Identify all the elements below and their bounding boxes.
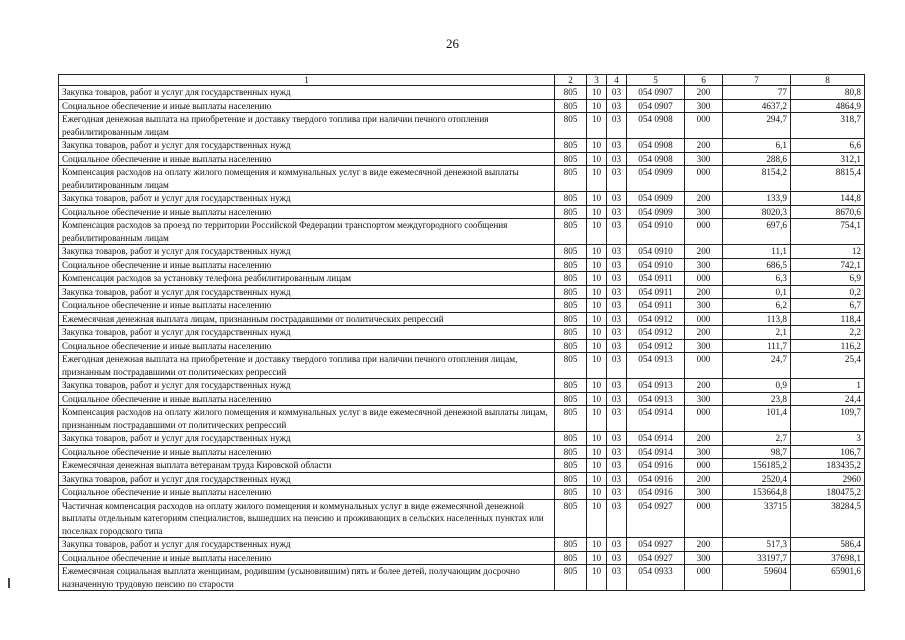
target-article-cell: 054 0907 bbox=[627, 99, 685, 113]
subsection-code-cell: 03 bbox=[607, 472, 627, 486]
target-article-cell: 054 0911 bbox=[627, 285, 685, 299]
amount-year-1-cell: 8020,3 bbox=[723, 205, 791, 219]
subsection-code-cell: 03 bbox=[607, 445, 627, 459]
subsection-code-cell: 03 bbox=[607, 245, 627, 259]
amount-year-1-cell: 294,7 bbox=[723, 113, 791, 139]
ministry-code-cell: 805 bbox=[555, 258, 587, 272]
subsection-code-cell: 03 bbox=[607, 432, 627, 446]
row-name-cell: Закупка товаров, работ и услуг для государственных нужд bbox=[59, 245, 555, 259]
amount-year-2-cell: 6,6 bbox=[791, 139, 865, 153]
header-cell: 3 bbox=[587, 75, 607, 86]
amount-year-1-cell: 686,5 bbox=[723, 258, 791, 272]
target-article-cell: 054 0927 bbox=[627, 499, 685, 538]
amount-year-1-cell: 156185,2 bbox=[723, 459, 791, 473]
ministry-code-cell: 805 bbox=[555, 392, 587, 406]
ministry-code-cell: 805 bbox=[555, 299, 587, 313]
row-name-cell: Компенсация расходов за установку телефона реабилитированным лицам bbox=[59, 272, 555, 286]
amount-year-1-cell: 59604 bbox=[723, 565, 791, 591]
target-article-cell: 054 0910 bbox=[627, 219, 685, 245]
header-cell: 8 bbox=[791, 75, 865, 86]
target-article-cell: 054 0910 bbox=[627, 258, 685, 272]
expense-type-cell: 300 bbox=[685, 205, 723, 219]
expense-type-cell: 300 bbox=[685, 445, 723, 459]
section-code-cell: 10 bbox=[587, 353, 607, 379]
subsection-code-cell: 03 bbox=[607, 326, 627, 340]
amount-year-2-cell: 109,7 bbox=[791, 406, 865, 432]
row-name-cell: Социальное обеспечение и иные выплаты населению bbox=[59, 299, 555, 313]
table-row bbox=[59, 139, 865, 153]
table-row bbox=[59, 339, 865, 353]
row-name-cell: Компенсация расходов на оплату жилого помещения и коммунальных услуг в виде ежемесячной денежной выплаты лицам, признанным пострадавшими от политических репрессий bbox=[59, 406, 555, 432]
expense-type-cell: 200 bbox=[685, 472, 723, 486]
section-code-cell: 10 bbox=[587, 258, 607, 272]
table-row bbox=[59, 432, 865, 446]
amount-year-2-cell: 312,1 bbox=[791, 152, 865, 166]
subsection-code-cell: 03 bbox=[607, 152, 627, 166]
amount-year-1-cell: 6,1 bbox=[723, 139, 791, 153]
section-code-cell: 10 bbox=[587, 472, 607, 486]
row-name-cell: Закупка товаров, работ и услуг для государственных нужд bbox=[59, 379, 555, 393]
amount-year-2-cell: 116,2 bbox=[791, 339, 865, 353]
ministry-code-cell: 805 bbox=[555, 152, 587, 166]
section-code-cell: 10 bbox=[587, 392, 607, 406]
expense-type-cell: 300 bbox=[685, 339, 723, 353]
header-cell: 7 bbox=[723, 75, 791, 86]
target-article-cell: 054 0913 bbox=[627, 392, 685, 406]
scan-mark bbox=[8, 578, 10, 588]
section-code-cell: 10 bbox=[587, 339, 607, 353]
section-code-cell: 10 bbox=[587, 245, 607, 259]
subsection-code-cell: 03 bbox=[607, 139, 627, 153]
row-name-cell: Закупка товаров, работ и услуг для государственных нужд bbox=[59, 326, 555, 340]
amount-year-2-cell: 65901,6 bbox=[791, 565, 865, 591]
expense-type-cell: 300 bbox=[685, 152, 723, 166]
subsection-code-cell: 03 bbox=[607, 86, 627, 100]
subsection-code-cell: 03 bbox=[607, 285, 627, 299]
row-name-cell: Социальное обеспечение и иные выплаты населению bbox=[59, 445, 555, 459]
amount-year-1-cell: 6,3 bbox=[723, 272, 791, 286]
section-code-cell: 10 bbox=[587, 86, 607, 100]
table-row bbox=[59, 486, 865, 500]
table-row bbox=[59, 379, 865, 393]
row-name-cell: Социальное обеспечение и иные выплаты населению bbox=[59, 99, 555, 113]
header-cell: 2 bbox=[555, 75, 587, 86]
target-article-cell: 054 0907 bbox=[627, 86, 685, 100]
expense-type-cell: 300 bbox=[685, 486, 723, 500]
amount-year-1-cell: 33715 bbox=[723, 499, 791, 538]
ministry-code-cell: 805 bbox=[555, 459, 587, 473]
ministry-code-cell: 805 bbox=[555, 312, 587, 326]
amount-year-2-cell: 144,8 bbox=[791, 192, 865, 206]
ministry-code-cell: 805 bbox=[555, 272, 587, 286]
amount-year-2-cell: 2,2 bbox=[791, 326, 865, 340]
table-row bbox=[59, 272, 865, 286]
section-code-cell: 10 bbox=[587, 432, 607, 446]
amount-year-2-cell: 118,4 bbox=[791, 312, 865, 326]
amount-year-1-cell: 113,8 bbox=[723, 312, 791, 326]
target-article-cell: 054 0908 bbox=[627, 152, 685, 166]
expense-type-cell: 000 bbox=[685, 565, 723, 591]
subsection-code-cell: 03 bbox=[607, 459, 627, 473]
ministry-code-cell: 805 bbox=[555, 353, 587, 379]
table-row bbox=[59, 459, 865, 473]
table-row bbox=[59, 166, 865, 192]
expense-type-cell: 300 bbox=[685, 299, 723, 313]
section-code-cell: 10 bbox=[587, 299, 607, 313]
row-name-cell: Закупка товаров, работ и услуг для государственных нужд bbox=[59, 432, 555, 446]
amount-year-2-cell: 183435,2 bbox=[791, 459, 865, 473]
table-row bbox=[59, 551, 865, 565]
table-row bbox=[59, 445, 865, 459]
ministry-code-cell: 805 bbox=[555, 432, 587, 446]
table-row bbox=[59, 285, 865, 299]
table-row bbox=[59, 312, 865, 326]
expense-type-cell: 000 bbox=[685, 312, 723, 326]
subsection-code-cell: 03 bbox=[607, 339, 627, 353]
table-row bbox=[59, 353, 865, 379]
row-name-cell: Социальное обеспечение и иные выплаты населению bbox=[59, 551, 555, 565]
ministry-code-cell: 805 bbox=[555, 406, 587, 432]
amount-year-1-cell: 101,4 bbox=[723, 406, 791, 432]
target-article-cell: 054 0913 bbox=[627, 353, 685, 379]
amount-year-1-cell: 288,6 bbox=[723, 152, 791, 166]
subsection-code-cell: 03 bbox=[607, 205, 627, 219]
target-article-cell: 054 0912 bbox=[627, 312, 685, 326]
table-row bbox=[59, 86, 865, 100]
table-body bbox=[59, 86, 865, 591]
ministry-code-cell: 805 bbox=[555, 445, 587, 459]
amount-year-2-cell: 1 bbox=[791, 379, 865, 393]
section-code-cell: 10 bbox=[587, 272, 607, 286]
header-cell: 4 bbox=[607, 75, 627, 86]
subsection-code-cell: 03 bbox=[607, 192, 627, 206]
section-code-cell: 10 bbox=[587, 113, 607, 139]
expense-type-cell: 200 bbox=[685, 245, 723, 259]
amount-year-1-cell: 23,8 bbox=[723, 392, 791, 406]
section-code-cell: 10 bbox=[587, 192, 607, 206]
amount-year-1-cell: 133,9 bbox=[723, 192, 791, 206]
expense-type-cell: 000 bbox=[685, 353, 723, 379]
row-name-cell: Социальное обеспечение и иные выплаты населению bbox=[59, 486, 555, 500]
expense-type-cell: 000 bbox=[685, 113, 723, 139]
section-code-cell: 10 bbox=[587, 565, 607, 591]
target-article-cell: 054 0911 bbox=[627, 272, 685, 286]
subsection-code-cell: 03 bbox=[607, 565, 627, 591]
row-name-cell: Социальное обеспечение и иные выплаты населению bbox=[59, 152, 555, 166]
table-row bbox=[59, 406, 865, 432]
amount-year-2-cell: 586,4 bbox=[791, 538, 865, 552]
amount-year-1-cell: 517,3 bbox=[723, 538, 791, 552]
amount-year-1-cell: 33197,7 bbox=[723, 551, 791, 565]
target-article-cell: 054 0914 bbox=[627, 432, 685, 446]
table-row bbox=[59, 192, 865, 206]
amount-year-1-cell: 2520,4 bbox=[723, 472, 791, 486]
amount-year-2-cell: 0,2 bbox=[791, 285, 865, 299]
section-code-cell: 10 bbox=[587, 99, 607, 113]
table-row bbox=[59, 565, 865, 591]
table-row bbox=[59, 472, 865, 486]
table-row bbox=[59, 499, 865, 538]
expense-type-cell: 200 bbox=[685, 379, 723, 393]
amount-year-1-cell: 153664,8 bbox=[723, 486, 791, 500]
expense-type-cell: 000 bbox=[685, 166, 723, 192]
ministry-code-cell: 805 bbox=[555, 285, 587, 299]
amount-year-1-cell: 8154,2 bbox=[723, 166, 791, 192]
row-name-cell: Закупка товаров, работ и услуг для государственных нужд bbox=[59, 285, 555, 299]
section-code-cell: 10 bbox=[587, 406, 607, 432]
amount-year-2-cell: 25,4 bbox=[791, 353, 865, 379]
amount-year-1-cell: 6,2 bbox=[723, 299, 791, 313]
amount-year-2-cell: 80,8 bbox=[791, 86, 865, 100]
amount-year-2-cell: 754,1 bbox=[791, 219, 865, 245]
amount-year-1-cell: 2,1 bbox=[723, 326, 791, 340]
target-article-cell: 054 0916 bbox=[627, 472, 685, 486]
budget-table bbox=[58, 74, 865, 591]
row-name-cell: Компенсация расходов за проезд по территории Российской Федерации транспортом междугородного сообщения реабилитированным лицам bbox=[59, 219, 555, 245]
amount-year-2-cell: 8815,4 bbox=[791, 166, 865, 192]
subsection-code-cell: 03 bbox=[607, 551, 627, 565]
section-code-cell: 10 bbox=[587, 312, 607, 326]
section-code-cell: 10 bbox=[587, 486, 607, 500]
subsection-code-cell: 03 bbox=[607, 392, 627, 406]
row-name-cell: Закупка товаров, работ и услуг для государственных нужд bbox=[59, 86, 555, 100]
ministry-code-cell: 805 bbox=[555, 219, 587, 245]
expense-type-cell: 200 bbox=[685, 139, 723, 153]
amount-year-2-cell: 180475,2 bbox=[791, 486, 865, 500]
ministry-code-cell: 805 bbox=[555, 113, 587, 139]
subsection-code-cell: 03 bbox=[607, 312, 627, 326]
row-name-cell: Ежемесячная денежная выплата ветеранам труда Кировской области bbox=[59, 459, 555, 473]
ministry-code-cell: 805 bbox=[555, 192, 587, 206]
table-row bbox=[59, 219, 865, 245]
amount-year-1-cell: 0,9 bbox=[723, 379, 791, 393]
section-code-cell: 10 bbox=[587, 205, 607, 219]
ministry-code-cell: 805 bbox=[555, 379, 587, 393]
section-code-cell: 10 bbox=[587, 499, 607, 538]
section-code-cell: 10 bbox=[587, 551, 607, 565]
target-article-cell: 054 0914 bbox=[627, 445, 685, 459]
subsection-code-cell: 03 bbox=[607, 499, 627, 538]
amount-year-2-cell: 38284,5 bbox=[791, 499, 865, 538]
row-name-cell: Закупка товаров, работ и услуг для государственных нужд bbox=[59, 139, 555, 153]
table-row bbox=[59, 299, 865, 313]
expense-type-cell: 300 bbox=[685, 392, 723, 406]
amount-year-1-cell: 697,6 bbox=[723, 219, 791, 245]
ministry-code-cell: 805 bbox=[555, 326, 587, 340]
section-code-cell: 10 bbox=[587, 139, 607, 153]
section-code-cell: 10 bbox=[587, 166, 607, 192]
subsection-code-cell: 03 bbox=[607, 486, 627, 500]
row-name-cell: Ежегодная денежная выплата на приобретение и доставку твердого топлива при наличии печного отопления лицам, признанным пострадавшими от политических репрессий bbox=[59, 353, 555, 379]
row-name-cell: Социальное обеспечение и иные выплаты населению bbox=[59, 392, 555, 406]
table-row bbox=[59, 205, 865, 219]
row-name-cell: Социальное обеспечение и иные выплаты населению bbox=[59, 205, 555, 219]
amount-year-2-cell: 106,7 bbox=[791, 445, 865, 459]
expense-type-cell: 200 bbox=[685, 432, 723, 446]
ministry-code-cell: 805 bbox=[555, 551, 587, 565]
amount-year-2-cell: 2960 bbox=[791, 472, 865, 486]
table-row bbox=[59, 258, 865, 272]
ministry-code-cell: 805 bbox=[555, 86, 587, 100]
target-article-cell: 054 0912 bbox=[627, 326, 685, 340]
table-row bbox=[59, 245, 865, 259]
subsection-code-cell: 03 bbox=[607, 258, 627, 272]
target-article-cell: 054 0911 bbox=[627, 299, 685, 313]
amount-year-1-cell: 11,1 bbox=[723, 245, 791, 259]
target-article-cell: 054 0914 bbox=[627, 406, 685, 432]
subsection-code-cell: 03 bbox=[607, 113, 627, 139]
expense-type-cell: 200 bbox=[685, 326, 723, 340]
header-cell: 6 bbox=[685, 75, 723, 86]
amount-year-2-cell: 318,7 bbox=[791, 113, 865, 139]
ministry-code-cell: 805 bbox=[555, 538, 587, 552]
expense-type-cell: 300 bbox=[685, 551, 723, 565]
amount-year-2-cell: 742,1 bbox=[791, 258, 865, 272]
subsection-code-cell: 03 bbox=[607, 538, 627, 552]
row-name-cell: Закупка товаров, работ и услуг для государственных нужд bbox=[59, 472, 555, 486]
amount-year-2-cell: 6,9 bbox=[791, 272, 865, 286]
row-name-cell: Ежемесячная социальная выплата женщинам, родившим (усыновившим) пять и более детей, получающим досрочно назначенную трудовую пенсию по старости bbox=[59, 565, 555, 591]
target-article-cell: 054 0908 bbox=[627, 113, 685, 139]
amount-year-2-cell: 37698,1 bbox=[791, 551, 865, 565]
row-name-cell: Ежемесячная денежная выплата лицам, признанным пострадавшими от политических репрессий bbox=[59, 312, 555, 326]
ministry-code-cell: 805 bbox=[555, 339, 587, 353]
header-row bbox=[59, 75, 865, 86]
target-article-cell: 054 0916 bbox=[627, 459, 685, 473]
table-row bbox=[59, 113, 865, 139]
target-article-cell: 054 0916 bbox=[627, 486, 685, 500]
section-code-cell: 10 bbox=[587, 219, 607, 245]
target-article-cell: 054 0913 bbox=[627, 379, 685, 393]
ministry-code-cell: 805 bbox=[555, 166, 587, 192]
section-code-cell: 10 bbox=[587, 152, 607, 166]
table-row bbox=[59, 392, 865, 406]
ministry-code-cell: 805 bbox=[555, 499, 587, 538]
expense-type-cell: 000 bbox=[685, 406, 723, 432]
header-cell: 5 bbox=[627, 75, 685, 86]
table-row bbox=[59, 152, 865, 166]
table-row bbox=[59, 99, 865, 113]
target-article-cell: 054 0909 bbox=[627, 205, 685, 219]
amount-year-2-cell: 8670,6 bbox=[791, 205, 865, 219]
expense-type-cell: 200 bbox=[685, 86, 723, 100]
ministry-code-cell: 805 bbox=[555, 565, 587, 591]
ministry-code-cell: 805 bbox=[555, 205, 587, 219]
subsection-code-cell: 03 bbox=[607, 272, 627, 286]
expense-type-cell: 200 bbox=[685, 285, 723, 299]
target-article-cell: 054 0909 bbox=[627, 192, 685, 206]
target-article-cell: 054 0909 bbox=[627, 166, 685, 192]
amount-year-1-cell: 4637,2 bbox=[723, 99, 791, 113]
target-article-cell: 054 0933 bbox=[627, 565, 685, 591]
ministry-code-cell: 805 bbox=[555, 99, 587, 113]
expense-type-cell: 000 bbox=[685, 459, 723, 473]
target-article-cell: 054 0912 bbox=[627, 339, 685, 353]
target-article-cell: 054 0927 bbox=[627, 538, 685, 552]
amount-year-2-cell: 24,4 bbox=[791, 392, 865, 406]
row-name-cell: Ежегодная денежная выплата на приобретение и доставку твердого топлива при наличии печного отопления реабилитированным лицам bbox=[59, 113, 555, 139]
row-name-cell: Закупка товаров, работ и услуг для государственных нужд bbox=[59, 538, 555, 552]
page-number: 26 bbox=[446, 36, 459, 51]
section-code-cell: 10 bbox=[587, 459, 607, 473]
row-name-cell: Частичная компенсация расходов на оплату жилого помещения и коммунальных услуг в виде ежемесячной денежной выплаты отдельным категориям специалистов, вышедших на пенсию и проживающих в сельских населенных пунктах или поселках городского типа bbox=[59, 499, 555, 538]
subsection-code-cell: 03 bbox=[607, 379, 627, 393]
subsection-code-cell: 03 bbox=[607, 219, 627, 245]
subsection-code-cell: 03 bbox=[607, 353, 627, 379]
expense-type-cell: 200 bbox=[685, 538, 723, 552]
ministry-code-cell: 805 bbox=[555, 472, 587, 486]
row-name-cell: Закупка товаров, работ и услуг для государственных нужд bbox=[59, 192, 555, 206]
target-article-cell: 054 0908 bbox=[627, 139, 685, 153]
header-cell: 1 bbox=[59, 75, 555, 86]
amount-year-2-cell: 4864,9 bbox=[791, 99, 865, 113]
table-row bbox=[59, 326, 865, 340]
row-name-cell: Социальное обеспечение и иные выплаты населению bbox=[59, 258, 555, 272]
target-article-cell: 054 0927 bbox=[627, 551, 685, 565]
target-article-cell: 054 0910 bbox=[627, 245, 685, 259]
amount-year-2-cell: 3 bbox=[791, 432, 865, 446]
table-row bbox=[59, 538, 865, 552]
section-code-cell: 10 bbox=[587, 326, 607, 340]
expense-type-cell: 000 bbox=[685, 219, 723, 245]
row-name-cell: Социальное обеспечение и иные выплаты населению bbox=[59, 339, 555, 353]
amount-year-2-cell: 6,7 bbox=[791, 299, 865, 313]
amount-year-1-cell: 111,7 bbox=[723, 339, 791, 353]
amount-year-2-cell: 12 bbox=[791, 245, 865, 259]
expense-type-cell: 000 bbox=[685, 272, 723, 286]
expense-type-cell: 300 bbox=[685, 99, 723, 113]
amount-year-1-cell: 24,7 bbox=[723, 353, 791, 379]
expense-type-cell: 200 bbox=[685, 192, 723, 206]
amount-year-1-cell: 0,1 bbox=[723, 285, 791, 299]
amount-year-1-cell: 2,7 bbox=[723, 432, 791, 446]
section-code-cell: 10 bbox=[587, 285, 607, 299]
expense-type-cell: 000 bbox=[685, 499, 723, 538]
subsection-code-cell: 03 bbox=[607, 406, 627, 432]
section-code-cell: 10 bbox=[587, 538, 607, 552]
subsection-code-cell: 03 bbox=[607, 99, 627, 113]
ministry-code-cell: 805 bbox=[555, 139, 587, 153]
ministry-code-cell: 805 bbox=[555, 245, 587, 259]
amount-year-1-cell: 77 bbox=[723, 86, 791, 100]
amount-year-1-cell: 98,7 bbox=[723, 445, 791, 459]
subsection-code-cell: 03 bbox=[607, 299, 627, 313]
expense-type-cell: 300 bbox=[685, 258, 723, 272]
section-code-cell: 10 bbox=[587, 445, 607, 459]
row-name-cell: Компенсация расходов на оплату жилого помещения и коммунальных услуг в виде ежемесячной денежной выплаты реабилитированным лицам bbox=[59, 166, 555, 192]
subsection-code-cell: 03 bbox=[607, 166, 627, 192]
ministry-code-cell: 805 bbox=[555, 486, 587, 500]
section-code-cell: 10 bbox=[587, 379, 607, 393]
